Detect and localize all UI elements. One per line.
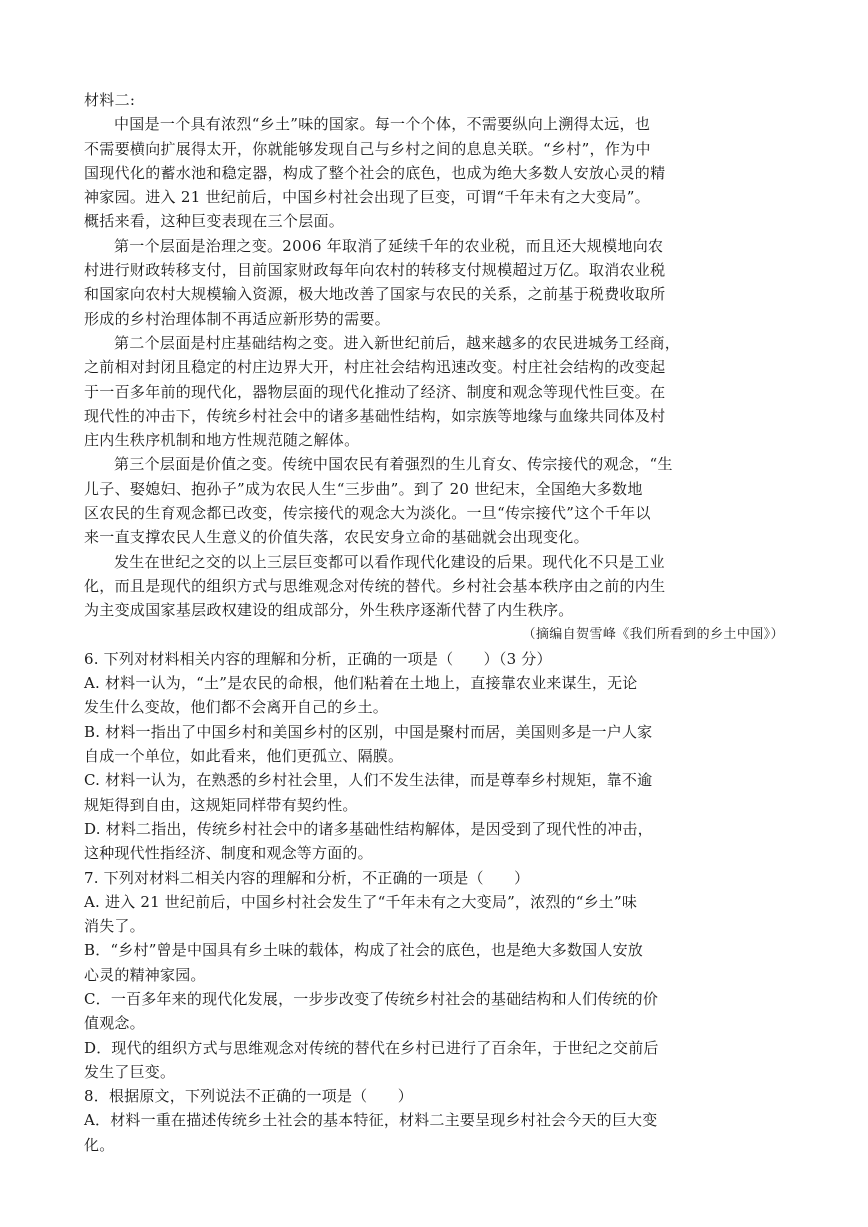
- material-heading: 材料二:: [84, 91, 136, 109]
- paragraph-line: 不需要横向扩展得太开，你就能够发现自己与乡村之间的息息关联。“乡村”，作为中: [84, 139, 651, 158]
- source-citation: （摘编自贺雪峰《我们所看到的乡土中国》）: [522, 626, 784, 642]
- paragraph-line: 于一百多年前的现代化，器物层面的现代化推动了经济、制度和观念等现代性巨变。在: [84, 382, 666, 401]
- question-option-line: 发生什么变故，他们都不会离开自己的乡土。: [84, 698, 389, 717]
- question-option-line: 自成一个单位，如此看来，他们更孤立、隔膜。: [84, 747, 404, 766]
- paragraph-line: 国现代化的蓄水池和稳定器，构成了整个社会的底色，也成为绝大多数人安放心灵的精: [84, 163, 666, 182]
- question-option-line: A. 材料一认为，“土”是农民的命根，他们粘着在土地上，直接靠农业来谋生，无论: [84, 674, 638, 693]
- paragraph-line: 儿子、娶媳妇、抱孙子”成为农民人生“三步曲”。到了 20 世纪末，全国绝大多数地: [84, 479, 643, 498]
- paragraph-line: 区农民的生育观念都已改变，传宗接代的观念大为淡化。一旦“传宗接代”这个千年以: [84, 504, 651, 523]
- material-body: [84, 112, 784, 622]
- paragraph-line: 概括来看，这种巨变表现在三个层面。: [84, 212, 345, 231]
- question-option-line: A. 进入 21 世纪前后，中国乡村社会发生了“千年未有之大变局”，浓烈的“乡土”味: [84, 892, 638, 911]
- paragraph-line: 第二个层面是村庄基础结构之变。进入新世纪前后，越来越多的农民进城务工经商，: [114, 333, 681, 352]
- paragraph: [84, 331, 784, 452]
- question-option-line: B. 材料一指出了中国乡村和美国乡村的区别，中国是聚村而居，美国则多是一户人家: [84, 722, 653, 741]
- paragraph-line: 和国家向农村大规模输入资源，极大地改善了国家与农民的关系，之前基于税费收取所: [84, 285, 666, 304]
- paragraph-line: 化，而且是现代的组织方式与思维观念对传统的替代。乡村社会基本秩序由之前的内生: [84, 576, 666, 595]
- question-block: [84, 866, 784, 1085]
- question-option-line: 值观念。: [84, 1014, 145, 1033]
- paragraph-line: 第一个层面是治理之变。2006 年取消了延续千年的农业税，而且还大规模地向农: [114, 236, 664, 255]
- paragraph: [84, 452, 784, 549]
- document-page: [84, 88, 784, 1157]
- paragraph-line: 神家园。进入 21 世纪前后，中国乡村社会出现了巨变，可谓“千年未有之大变局”。: [84, 188, 650, 207]
- paragraph-line: 中国是一个具有浓烈“乡土”味的国家。每一个个体，不需要纵向上溯得太远，也: [114, 115, 651, 134]
- paragraph-line: 形成的乡村治理体制不再适应新形势的需要。: [84, 309, 391, 328]
- question-option-line: A．材料一重在描述传统乡土社会的基本特征，材料二主要呈现乡村社会今天的巨大变: [84, 1111, 658, 1130]
- paragraph-line: 来一直支撑农民人生意义的价值失落，农民安身立命的基础就会出现变化。: [84, 528, 589, 547]
- question-option-line: 这种现代性指经济、制度和观念等方面的。: [84, 844, 373, 863]
- paragraph: [84, 112, 784, 233]
- paragraph-line: 为主变成国家基层政权建设的组成部分，外生秩序逐渐代替了内生秩序。: [84, 601, 574, 620]
- question-option-line: 规矩得到自由，这规矩同样带有契约性。: [84, 795, 358, 814]
- question-option-line: D．现代的组织方式与思维观念对传统的替代在乡村已进行了百余年，于世纪之交前后: [84, 1038, 659, 1057]
- question-option-line: B．“乡村”曾是中国具有乡土味的载体，构成了社会的底色，也是绝大多数国人安放: [84, 941, 643, 960]
- question-option-line: C．一百多年来的现代化发展，一步步改变了传统乡村社会的基础结构和人们传统的价: [84, 989, 659, 1008]
- paragraph: [84, 550, 784, 623]
- paragraph: [84, 234, 784, 331]
- question-block: [84, 647, 784, 866]
- question-option-line: 心灵的精神家园。: [84, 965, 206, 984]
- question-option-line: D. 材料二指出，传统乡村社会中的诸多基础性结构解体，是因受到了现代性的冲击，: [84, 819, 653, 838]
- paragraph-line: 之前相对封闭且稳定的村庄边界大开，村庄社会结构迅速改变。村庄社会结构的改变起: [84, 358, 666, 377]
- question-option-line: 消失了。: [84, 917, 145, 936]
- questions-section: [84, 647, 784, 1157]
- question-stem: 7. 下列对材料二相关内容的理解和分析，不正确的一项是（ ）: [84, 868, 530, 887]
- paragraph-line: 第三个层面是价值之变。传统中国农民有着强烈的生儿育女、传宗接代的观念，“生: [114, 455, 673, 474]
- question-stem: 6. 下列对材料相关内容的理解和分析，正确的一项是（ ）（3 分）: [84, 649, 552, 668]
- question-stem: 8．根据原文，下列说法不正确的一项是（ ）: [84, 1087, 413, 1106]
- paragraph-line: 庄内生秩序机制和地方性规范随之解体。: [84, 431, 360, 450]
- question-option-line: C. 材料一认为，在熟悉的乡村社会里，人们不发生法律，而是尊奉乡村规矩，靠不逾: [84, 771, 653, 790]
- paragraph-line: 村进行财政转移支付，目前国家财政每年向农村的转移支付规模超过万亿。取消农业税: [84, 261, 666, 280]
- paragraph-line: 现代性的冲击下，传统乡村社会中的诸多基础性结构，如宗族等地缘与血缘共同体及村: [84, 406, 666, 425]
- question-option-line: 发生了巨变。: [84, 1062, 176, 1081]
- question-block: [84, 1084, 784, 1157]
- paragraph-line: 发生在世纪之交的以上三层巨变都可以看作现代化建设的后果。现代化不只是工业: [114, 552, 665, 571]
- question-option-line: 化。: [84, 1135, 115, 1154]
